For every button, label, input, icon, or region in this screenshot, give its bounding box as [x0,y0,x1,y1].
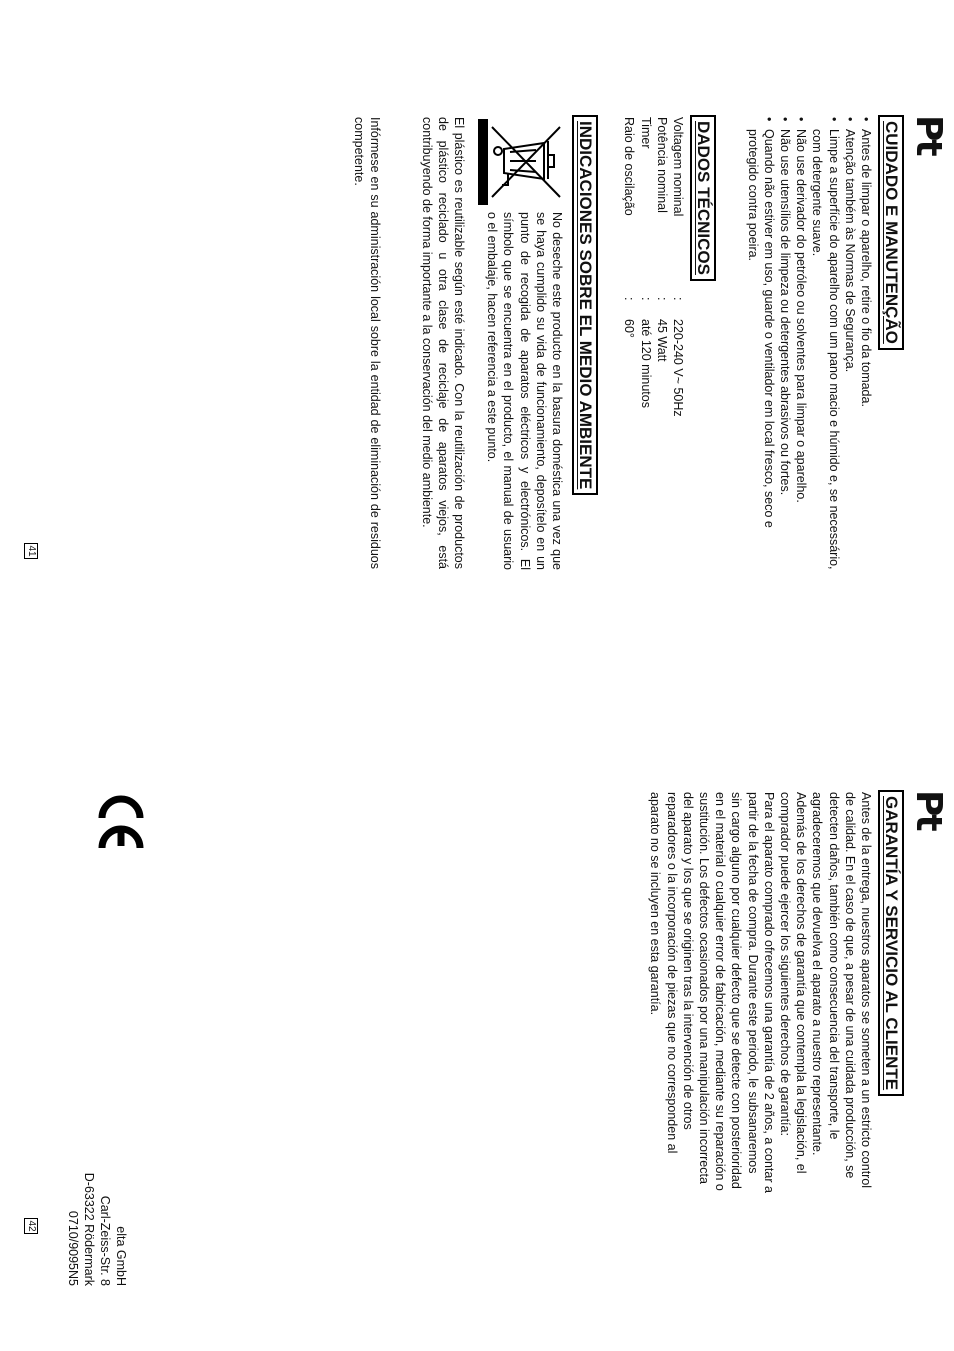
spec-row: Potência nominal : 45 Watt [654,117,669,362]
warranty-line: detecten daños, también como consecuencia del transporte, le [826,792,841,1140]
language-tag: Pt [908,790,949,830]
care-item-unplug: • Antes de limpar o aparelho, retire o fio da tomada. [858,117,874,577]
page-number: 42 [24,1218,38,1234]
warranty-text [647,792,874,1193]
city: D-63322 Rödermark [82,1172,96,1286]
manufacturer-address [65,1156,129,1286]
care-heading: CUIDADO E MANUTENÇÃO [878,115,904,350]
warranty-line: comprador puede ejercer los siguientes derechos de garantía: [777,792,792,1136]
care-item-storage: • Quando não estiver em uso, guarde o ventilador em local fresco, seco e protegido contra poeira. [744,117,776,577]
warranty-line: Además de los derechos de garantía que contempla la legislación, el [794,792,809,1174]
local-text: Infórmese en su administración local sobre la entidad de eliminación de residuos competente. [351,117,382,569]
ce-mark-icon [96,790,146,854]
tech-heading: DADOS TÉCNICOS [690,115,716,281]
warranty-line: reparadores o la incorporación de piezas que no corresponden al [664,792,679,1154]
care-item-safety: • Atenção também às Normas de Segurança. [842,117,858,577]
spec-row: Voltagem nominal : 220-240 V~ 50Hz [671,117,685,417]
warranty-line: de calidad. En el caso de que, a pesar de una cuidada producción, se [842,792,857,1179]
env-heading: INDICACIONES SOBRE EL MEDIO AMBIENTE [572,115,598,495]
page-number: 41 [24,543,38,559]
care-item-no-abrasives: • Não use utensílios de limpeza ou detergentes abrasivos ou fortes. [777,117,793,577]
language-tag: Pt [908,115,949,155]
warranty-line: Para el aparato comprado ofrecemos una garantía de 2 años, a contar a [761,792,776,1193]
warranty-line: aparato no se incluyen en esta garantía. [648,792,663,1016]
warranty-line: sin cargo alguno por cualquier defecto que se detecte con posterioridad [729,792,744,1189]
warranty-line: agradeceremos que devuelva el aparato a nuestro representante. [810,792,825,1156]
warranty-line: del aparato y los que se originen tras la intervención de otros [680,792,695,1130]
warranty-heading: GARANTÍA Y SERVICIO AL CLIENTE [878,790,904,1096]
weee-text: No deseche este producto en la basura doméstica una vez que se haya cumplido su vida de funcionamiento, deposítelo en un punto de recogida de aparatos eléctricos y electrónicos. El símbolo que se encuentra en el producto, el manual de usuario o el embalaje, hacen referencia a este punto. [485,212,564,570]
care-item-no-solvents: • Não use derivador do petróleo ou solventes para limpar o aparelho. [793,117,809,577]
warranty-line: Antes de la entrega, nuestros aparatos se someten a un estricto control [859,792,873,1189]
page-41 [0,0,954,675]
warranty-line: en el material o cualquier error de fabricación, mediante su reparación o [713,792,728,1191]
spec-row: Raio de oscilação : 60° [622,117,637,338]
document-code: 0710/9095N5 [66,1210,80,1286]
weee-bin-icon [478,117,566,207]
care-list [744,117,874,577]
page-42 [0,676,954,1351]
company-name: elta GmbH [114,1226,128,1286]
warranty-line: sustitución. Los defectos ocasionados por una manipulación incorrecta [696,792,711,1184]
plastic-text: El plástico es reutilizable según esté indicado. Con la reutilización de productos de plástico reciclado u otra clase de reciclaje de aparatos viejos, está contribuyendo de forma importante a la conservación del medio ambiente. [419,117,466,569]
care-item-wipe: • Limpe a superfície do aparelho com um pano macio e húmido e, se necessário, com detergente suave. [809,117,841,577]
spec-row: Timer : até 120 minutos [638,117,653,408]
warranty-line: partir de la fecha de compra. Durante este periodo, le subsanaremos [745,792,760,1174]
tech-specs [621,117,686,417]
street: Carl-Zeiss-Str. 8 [98,1195,112,1286]
